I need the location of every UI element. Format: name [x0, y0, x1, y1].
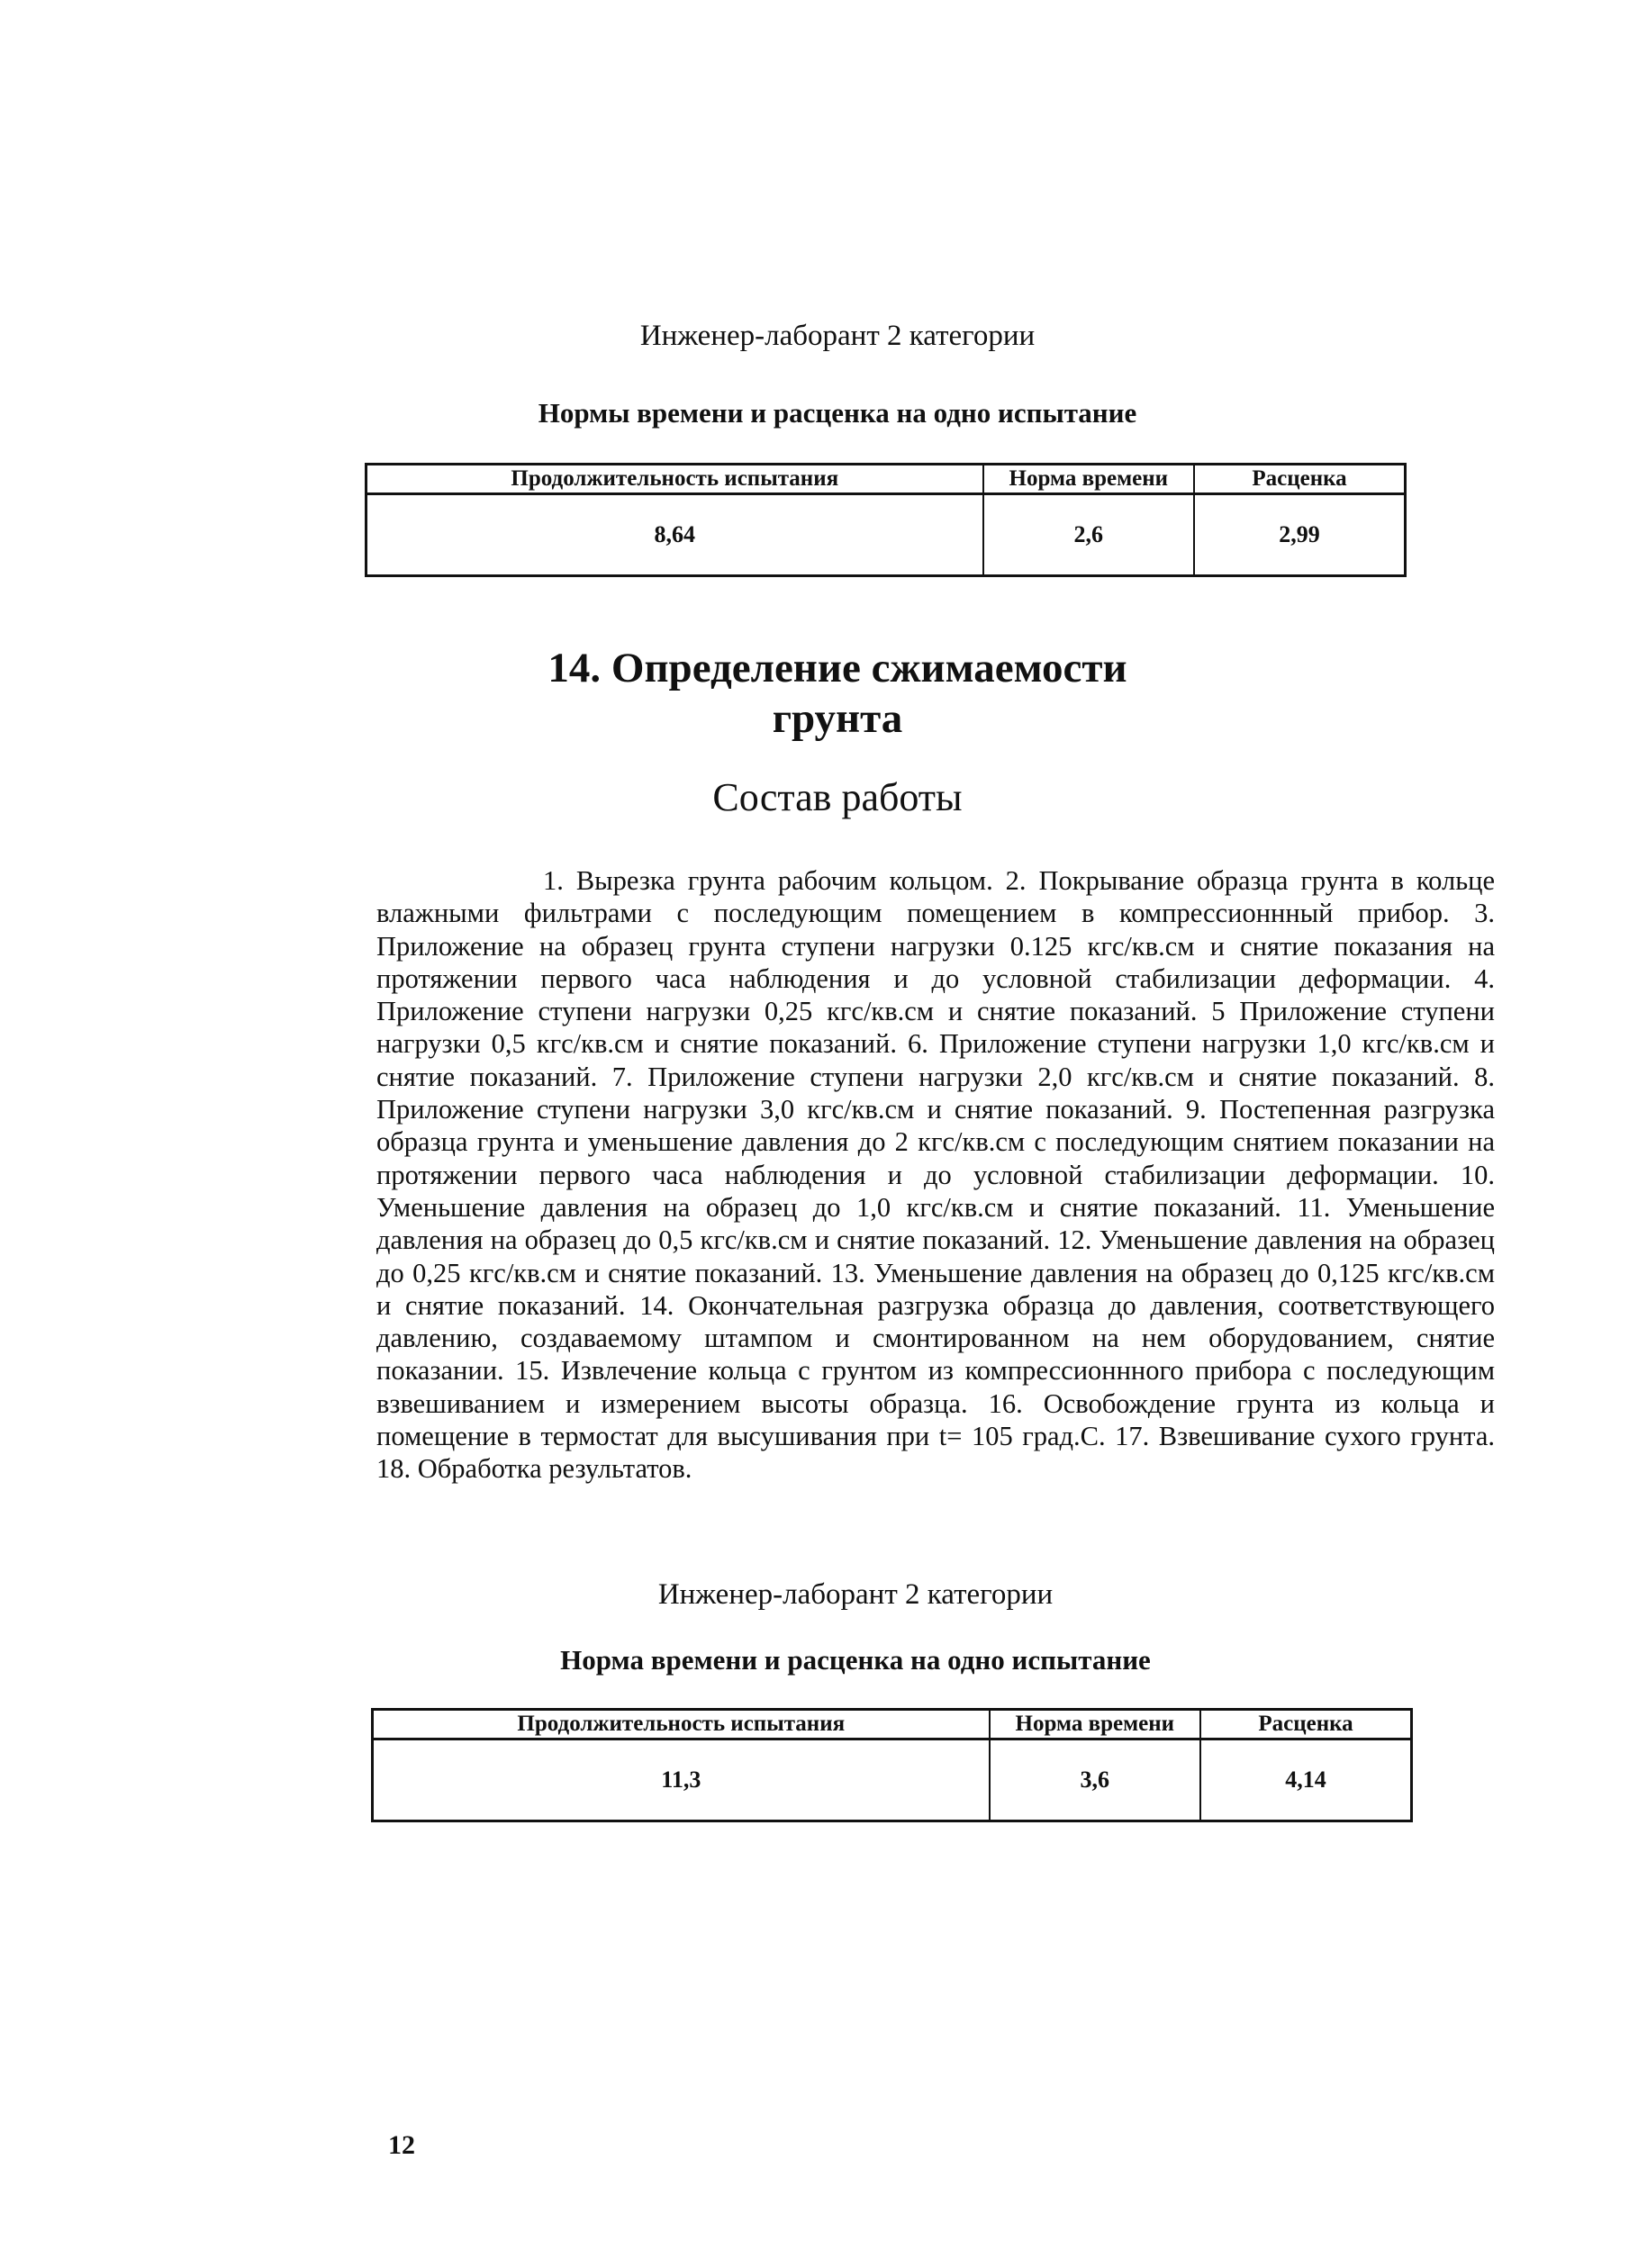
- norms-table-2: [371, 1708, 1413, 1822]
- section-title-line-1: 14. Определение сжимаемости: [547, 645, 1127, 691]
- work-steps-paragraph: 1. Вырезка грунта рабочим кольцом. 2. Покрывание образца грунта в кольце влажными фильтрами с последующим помещением в компрессионнный прибор. 3. Приложение на образец грунта ступени нагрузки 0.125 кгс/кв.см и снятие показания на протяжении первого часа наблюдения и до условной стабилизации деформации. 4. Приложение ступени нагрузки 0,25 кгс/кв.см и снятие показаний. 5 Приложение ступени нагрузки 0,5 кгс/кв.см и снятие показаний. 6. Приложение ступени нагрузки 1,0 кгс/кв.см и снятие показаний. 7. Приложение ступени нагрузки 2,0 кгс/кв.см и снятие показаний. 8. Приложение ступени нагрузки 3,0 кгс/кв.см и снятие показаний. 9. Постепенная разгрузка образца грунта и уменьшение давления до 2 кгс/кв.см с последующим снятием показании на протяжении первого часа наблюдения и до условной стабилизации деформации. 10. Уменьшение давления на образец до 1,0 кгс/кв.см и снятие показаний. 11. Уменьшение давления на образец до 0,5 кгс/кв.см и снятие показаний. 12. Уменьшение давления на образец до 0,25 кгс/кв.см и снятие показаний. 13. Уменьшение давления на образец до 0,125 кгс/кв.см и снятие показаний. 14. Окончательная разгрузка образца до давления, соответствующего давлению, создаваемому штампом и смонтированном на нем оборудованием, снятие показании. 15. Извлечение кольца с грунтом из компрессионнного прибора с последующим взвешиванием и измерением высоты образца. 16. Освобождение грунта из кольца и помещение в термостат для высушивания при t= 105 град.С. 17. Взвешивание сухого грунта. 18. Обработка результатов.: [376, 865, 1495, 1485]
- cell-duration: 8,64: [367, 494, 983, 576]
- norms-caption-2: Норма времени и расценка на одно испытание: [560, 1644, 1151, 1676]
- cell-time-norm: 2,6: [983, 494, 1194, 576]
- cell-rate: 4,14: [1200, 1739, 1411, 1821]
- table-header-row: [367, 465, 1406, 494]
- cell-duration: 11,3: [373, 1739, 990, 1821]
- col-header-duration: Продолжительность испытания: [373, 1710, 990, 1739]
- section-title-line-2: грунта: [772, 695, 903, 742]
- norms-caption-1: Нормы времени и расценка на одно испытание: [538, 397, 1137, 429]
- work-composition-text: [376, 864, 1495, 1486]
- table-row: [367, 494, 1406, 576]
- col-header-time-norm: Норма времени: [983, 465, 1194, 494]
- section-heading: [360, 643, 1315, 744]
- worker-category-2: Инженер-лаборант 2 категории: [657, 1578, 1054, 1611]
- norms-table-1: [365, 463, 1407, 577]
- table-row: [373, 1739, 1412, 1821]
- col-header-duration: Продолжительность испытания: [367, 465, 983, 494]
- cell-time-norm: 3,6: [990, 1739, 1200, 1821]
- page-number: 12: [388, 2130, 415, 2160]
- worker-category-1: Инженер-лаборант 2 категории: [639, 320, 1036, 352]
- col-header-rate: Расценка: [1194, 465, 1405, 494]
- section-subtitle: Состав работы: [712, 775, 963, 819]
- col-header-time-norm: Норма времени: [990, 1710, 1200, 1739]
- table-header-row: [373, 1710, 1412, 1739]
- cell-rate: 2,99: [1194, 494, 1405, 576]
- col-header-rate: Расценка: [1200, 1710, 1411, 1739]
